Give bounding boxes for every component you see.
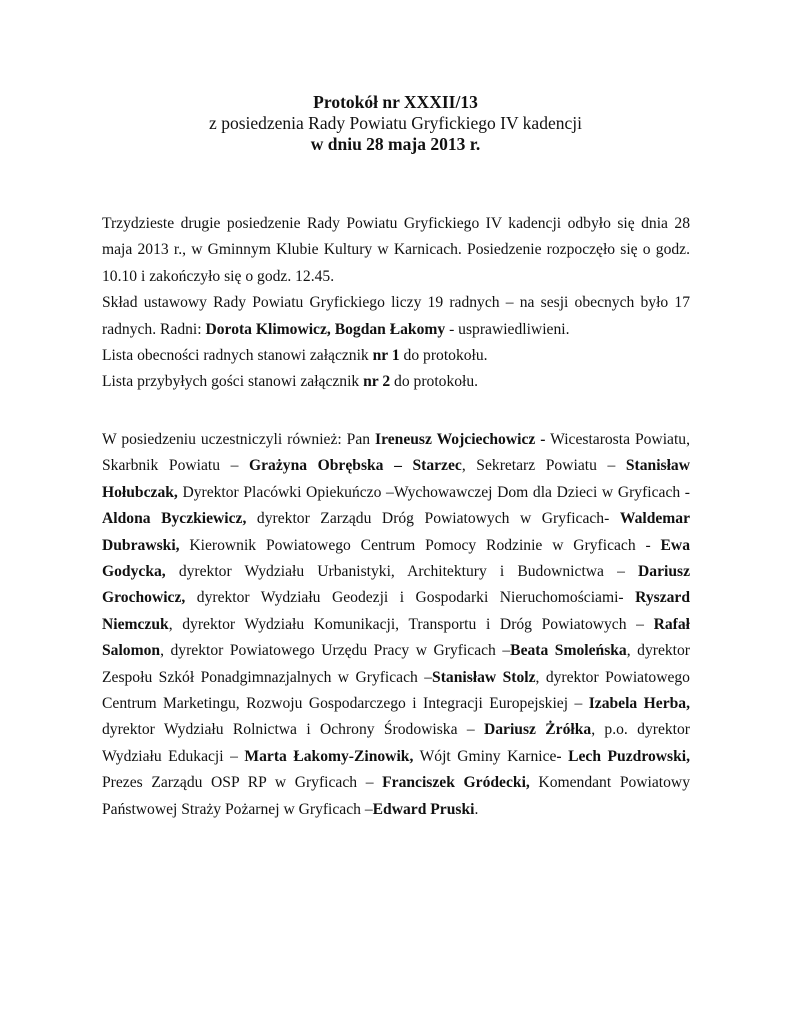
guests-list-suffix: do protokołu. <box>390 373 479 391</box>
guests-section <box>102 427 690 823</box>
guest-name: Beata Smoleńska <box>510 642 627 660</box>
intro-section <box>102 211 690 396</box>
guest-role-text: , dyrektor Powiatowego Urzędu Pracy w Gryficach – <box>160 642 511 660</box>
guest-role-text: , p.o. dyrektor Wydziału Edukacji – <box>102 721 690 765</box>
guests-paragraph <box>102 427 690 823</box>
attendance-text: Lista obecności radnych stanowi załącznik <box>102 347 373 365</box>
intro-paragraph-guests-list <box>102 369 690 395</box>
protocol-title: Protokół nr XXXII/13 <box>313 92 478 112</box>
guest-name: - Lech Puzdrowski, <box>556 747 690 765</box>
guest-name: Ireneusz Wojciechowicz - <box>375 431 546 448</box>
guest-name: Ewa Godycka, <box>102 536 690 581</box>
attendance-suffix: do protokołu. <box>399 347 488 365</box>
guests-list-text: Lista przybyłych gości stanowi załącznik <box>102 373 364 391</box>
title-block <box>0 92 791 155</box>
intro-paragraph-composition <box>102 290 690 343</box>
guest-role-text: Wójt Gminy Karnice <box>413 747 557 765</box>
guest-role-text: . <box>474 800 479 818</box>
guest-name: Izabela Herba, <box>588 695 691 713</box>
intro-paragraph-session: Trzydzieste drugie posiedzenie Rady Powiatu Gryfickiego IV kadencji odbyło się dnia 28 maja 2013 r., w Gminnym Klubie Kultury w Karnicach. Posiedzenie rozpoczęło się o godz. 10.10 i zakończyło się o godz. 12.45. <box>102 215 690 285</box>
guest-name: Stanisław Stolz <box>432 668 536 686</box>
protocol-date: w dniu 28 maja 2013 r. <box>310 134 481 154</box>
guest-name: Stanisław Hołubczak, <box>102 457 690 501</box>
guest-role-text: dyrektor Wydziału Rolnictwa i Ochrony Środowiska – <box>102 721 484 739</box>
guest-role-text: Wicestarosta Powiatu, Skarbnik Powiatu – <box>102 431 690 475</box>
guest-role-text: W posiedzeniu uczestniczyli również: Pan <box>102 431 376 448</box>
guest-role-text: , Sekretarz Powiatu – <box>461 457 626 475</box>
absent-councillors: Dorota Klimowicz, Bogdan Łakomy <box>205 320 446 338</box>
guest-name: Aldona Byczkiewicz, <box>102 510 247 528</box>
attachment-1-ref: nr 1 <box>372 347 400 365</box>
excused-text: - usprawiedliwieni. <box>445 320 570 338</box>
guest-name: Franciszek Gródecki, <box>382 774 530 792</box>
guest-role-text: , dyrektor Wydziału Komunikacji, Transportu i Dróg Powiatowych – <box>168 615 654 633</box>
guest-role-text: Komendant Powiatowy Państwowej Straży Pożarnej w Gryficach – <box>102 774 690 818</box>
composition-text: Skład ustawowy Rady Powiatu Gryfickiego liczy 19 radnych – na sesji obecnych było 17 radnych. Radni: <box>102 294 690 338</box>
guest-role-text: Prezes Zarządu OSP RP w Gryficach – <box>102 774 383 792</box>
guest-name: Edward Pruski <box>372 800 475 818</box>
guest-name: Rafał Salomon <box>102 615 690 660</box>
guest-name: Waldemar Dubrawski, <box>102 510 691 554</box>
guest-name: Grażyna Obrębska – Starzec <box>249 457 462 475</box>
guest-name: Dariusz Grochowicz, <box>102 563 690 607</box>
guest-name: Ryszard Niemczuk <box>102 589 690 633</box>
guest-role-text: Kierownik Powiatowego Centrum Pomocy Rodzinie w Gryficach - <box>179 536 661 554</box>
guest-role-text: , dyrektor Powiatowego Centrum Marketingu, Rozwoju Gospodarczego i Integracji Europejskiej – <box>102 668 690 713</box>
guest-role-text: , dyrektor Zespołu Szkół Ponadgimnazjalnych w Gryficach – <box>102 642 690 686</box>
intro-paragraph-attendance <box>102 343 690 369</box>
protocol-subtitle: z posiedzenia Rady Powiatu Gryfickiego IV kadencji <box>209 113 582 133</box>
attachment-2-ref: nr 2 <box>363 373 391 391</box>
guest-name: Marta Łakomy-Zinowik, <box>244 747 414 765</box>
guest-role-text: dyrektor Wydziału Geodezji i Gospodarki Nieruchomościami- <box>185 589 636 607</box>
guest-name: Dariusz Żrółka <box>483 721 592 739</box>
guest-role-text: dyrektor Wydziału Urbanistyki, Architektury i Budownictwa – <box>165 563 639 581</box>
guest-role-text: dyrektor Zarządu Dróg Powiatowych w Gryficach- <box>246 510 620 528</box>
guest-role-text: Dyrektor Placówki Opiekuńczo –Wychowawczej Dom dla Dzieci w Gryficach - <box>177 483 690 501</box>
